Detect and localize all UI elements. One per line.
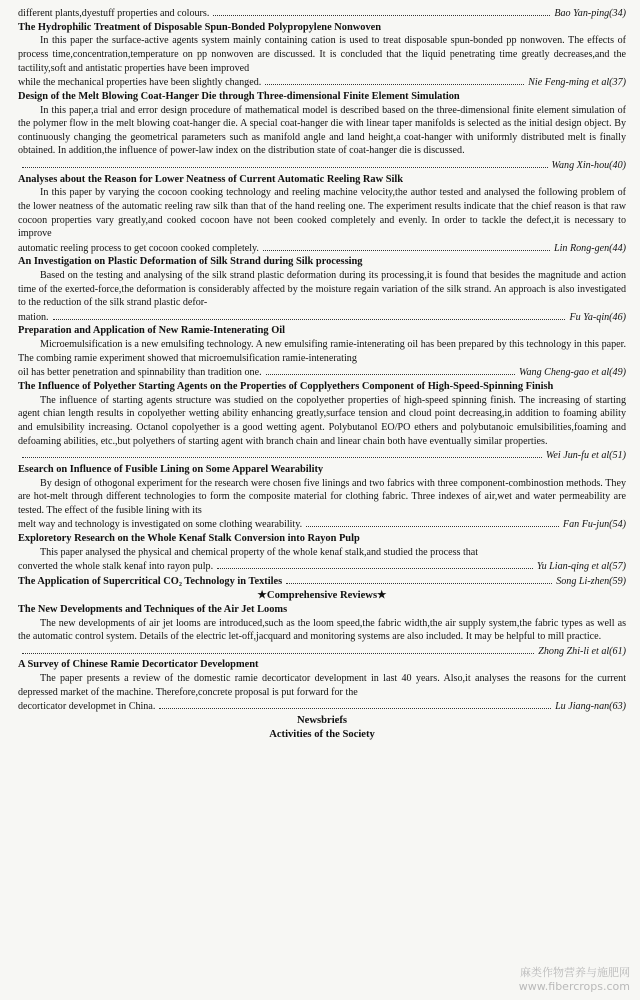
abstract-author: Wang Xin-hou(40): [551, 159, 626, 171]
top-line-author: Bao Yan-ping(34): [554, 8, 626, 19]
abstract-entry: [18, 380, 626, 463]
review-list: [18, 603, 626, 714]
abstract-author: Lu Jiang-nan(63): [555, 701, 626, 713]
dot-leader: [213, 6, 550, 16]
abstract-body-text: Based on the testing and analysing of the silk strand plastic deformation during its processing,it is found that besides the magnitude and action time of the exerted-force,the deformation is considerably affected by the moisture regain variation of the silk strand. An approach is also investigated to the reduction of the silk strand plastic defor-: [18, 270, 626, 309]
abstract-last-line: oil has better penetration and spinnability than tradition one.: [18, 367, 262, 379]
watermark-url: www.fibercrops.com: [518, 980, 630, 993]
section-heading-reviews: ★Comprehensive Reviews★: [257, 589, 387, 601]
abstract-author-line: [18, 559, 626, 574]
abstract-entry: [18, 603, 626, 659]
abstract-author-line: [18, 310, 626, 325]
newsbriefs-heading: Newsbriefs: [296, 714, 347, 726]
abstract-author: Yu Lian-qing et al(57): [536, 561, 626, 573]
abstract-body-text: This paper analysed the physical and chemical property of the whole kenaf stalk,and studied the process that: [40, 546, 479, 558]
dot-leader: [265, 75, 524, 85]
abstract-title: Esearch on Influence of Fusible Lining on Some Apparel Wearability: [18, 463, 324, 475]
abstract-body: [18, 617, 626, 644]
abstracts-page: [18, 6, 626, 743]
dot-leader: [159, 699, 551, 709]
dot-leader: [286, 574, 552, 584]
abstract-author-line: [18, 75, 626, 90]
abstract-title: Preparation and Application of New Ramie-Intenerating Oil: [18, 325, 286, 337]
abstract-body-text: The new developments of air jet looms are introduced,such as the loom speed,the fabric width,the air supply system,the fabric types as well as the automatic control system. Details of the electric let-off,jacquard and monitoring systems are also included. It may be helpful to mill practice.: [18, 617, 626, 643]
abstract-last-line: mation.: [18, 311, 49, 323]
abstract-last-line: while the mechanical properties have been slightly changed.: [18, 77, 262, 89]
abstract-entry: [18, 463, 626, 532]
abstract-body: [18, 546, 626, 560]
abstract-last-line: automatic reeling process to get cocoon cooked completely.: [18, 242, 259, 254]
abstract-body: [18, 269, 626, 310]
abstract-author: Fan Fu-jun(54): [562, 519, 626, 531]
abstract-author-line: [18, 241, 626, 256]
dot-leader: [217, 559, 533, 569]
abstract-title: Design of the Melt Blowing Coat-Hanger Die through Three-dimensional Finite Element Simulation: [18, 90, 460, 102]
abstract-entry: [18, 324, 626, 380]
abstract-last-line: melt way and technology is investigated on some clothing wearability.: [18, 519, 303, 531]
abstract-body-text: Microemulsification is a new emulsifing technology. A new emulsifing ramie-intenerating oil has been prepared by this technology in this paper. The combing ramie experiment showed that microemulsification ramie-intenerating: [18, 339, 626, 364]
top-line: [18, 6, 626, 21]
abstract-author: Wang Cheng-gao et al(49): [519, 367, 626, 379]
abstract-last-line: converted the whole stalk kenaf into rayon pulp.: [18, 561, 214, 573]
abstract-author-line: [18, 448, 626, 463]
dot-leader: [22, 644, 534, 654]
abstract-body-text: The paper presents a review of the domestic ramie decorticator development in last 40 years. Also,it analyses the reasons for the current depressed market of the machine. Therefore,concrete proposal is put forward for the: [18, 673, 626, 698]
abstract-title: The Influence of Polyether Starting Agents on the Properties of Copplyethers Component of High-Speed-Spinning Finish: [18, 381, 554, 393]
abstract-title: The New Developments and Techniques of the Air Jet Looms: [18, 603, 288, 615]
abstract-author-line: [18, 699, 626, 714]
abstract-entry: [18, 532, 626, 574]
abstract-author-line: [18, 644, 626, 659]
abstract-author: Fu Ya-qin(46): [569, 311, 626, 323]
abstract-body-text: In this paper,a trial and error design procedure of mathematical model is described based on the three-dimensional finite element simulation of the polymer flow in the melt blowing coat-hanger die. A special coat-hanger die with linear taper manifolds is selected as the initial design object. By continuously changing the geometrical parameters such as manifold angle and land height,a coat-hanger with uniformly distributed melt is finally obtained. In addition,the influence of power-law index on the distribution state of coat-hanger die is discussed.: [18, 104, 626, 157]
abstract-author: Nie Feng-ming et al(37): [528, 77, 626, 89]
dot-leader: [53, 310, 566, 320]
abstract-body: [18, 394, 626, 448]
abstract-list: [18, 21, 626, 589]
abstract-body-text: In this paper by varying the cocoon cooking technology and reeling machine velocity,the author tested and analysed the following problem of the lower neatness of the automatic reeling raw silk than that of the hand reeling one. The experiment results indicate that the chief reason is that raw cocoon properties vary greatly,and cooked cocoon have not been cooked completely and evenly. In order to tackle the defect,it is necessary to improve: [18, 187, 626, 240]
abstract-body: [18, 104, 626, 158]
abstract-entry: [18, 173, 626, 256]
abstract-author-line: [18, 158, 626, 173]
dot-leader: [306, 517, 559, 527]
abstract-title: The Hydrophilic Treatment of Disposable Spun-Bonded Polypropylene Nonwoven: [18, 21, 382, 33]
abstract-body: [18, 338, 626, 365]
abstract-author: Lin Rong-gen(44): [553, 242, 626, 254]
dot-leader: [22, 448, 542, 458]
society-activities-heading: Activities of the Society: [269, 729, 375, 741]
abstract-body-text: The influence of starting agents structure was studied on the copolyether properties of high-speed spinning finish. The increasing of starting agent chian length results in copolyether wetting ability enhancing greatly,surface tension and cloud point decreasing,in addition to foaming ability and emulsibility increasing. Octanol copolyether is a good wetting agent. Polybutanol EO/PO ethers and polybutanoic emulsibilities,foaming and defoaming abilities, etc.,but polyethers of starting agent with branch chain and linear chain both have eventually similar properties.: [18, 394, 626, 447]
abstract-body-text: In this paper the surface-active agents system mainly containing cation is used to treat disposable spun-bonded pp nonwoven. The effects of process time,concentration,temperature on pp nonwoven are discussed. It is concluded that the liquid penetrating time greatly decreases,and the tactility,soft and antistatic properties have been improved: [18, 35, 626, 74]
site-watermark: [519, 966, 630, 994]
abstract-entry: [18, 21, 626, 90]
watermark-cn: 麻类作物营养与施肥网: [520, 966, 630, 979]
abstract-entry: [18, 658, 626, 714]
abstract-entry: [18, 574, 626, 589]
abstract-title: An Investigation on Plastic Deformation of Silk Strand during Silk processing: [18, 256, 363, 268]
abstract-author: Zhong Zhi-li et al(61): [538, 645, 626, 657]
abstract-author-line: [18, 365, 626, 380]
abstract-author-line: [18, 517, 626, 532]
dot-leader: [22, 158, 548, 168]
abstract-title-line: [18, 574, 626, 589]
abstract-title: The Application of Supercritical CO₂ Technology in Textiles: [18, 575, 283, 587]
abstract-entry: [18, 90, 626, 173]
dot-leader: [266, 365, 515, 375]
abstract-body: [18, 34, 626, 75]
abstract-title: Exploretory Research on the Whole Kenaf Stalk Conversion into Rayon Pulp: [18, 532, 360, 544]
abstract-author: Wei Jun-fu et al(51): [545, 450, 626, 462]
dot-leader: [263, 241, 550, 251]
abstract-author: Song Li-zhen(59): [556, 575, 626, 587]
abstract-entry: [18, 255, 626, 324]
abstract-title: Analyses about the Reason for Lower Neatness of Current Automatic Reeling Raw Silk: [18, 173, 404, 185]
abstract-last-line: decorticator developmet in China.: [18, 701, 156, 713]
top-line-text: different plants,dyestuff properties and colours.: [18, 8, 210, 19]
abstract-body: [18, 672, 626, 699]
abstract-body: [18, 186, 626, 240]
abstract-body: [18, 477, 626, 518]
abstract-body-text: By design of othogonal experiment for the research were chosen five linings and two fabrics with three component-combinostion methods. They are hot-melt through different technologies to form the composite material for clothing fabric. Three indexes of air,wet and water permeability are tested. The effect of the fusible lining with its: [18, 477, 626, 516]
abstract-title: A Survey of Chinese Ramie Decorticator Development: [18, 659, 259, 671]
